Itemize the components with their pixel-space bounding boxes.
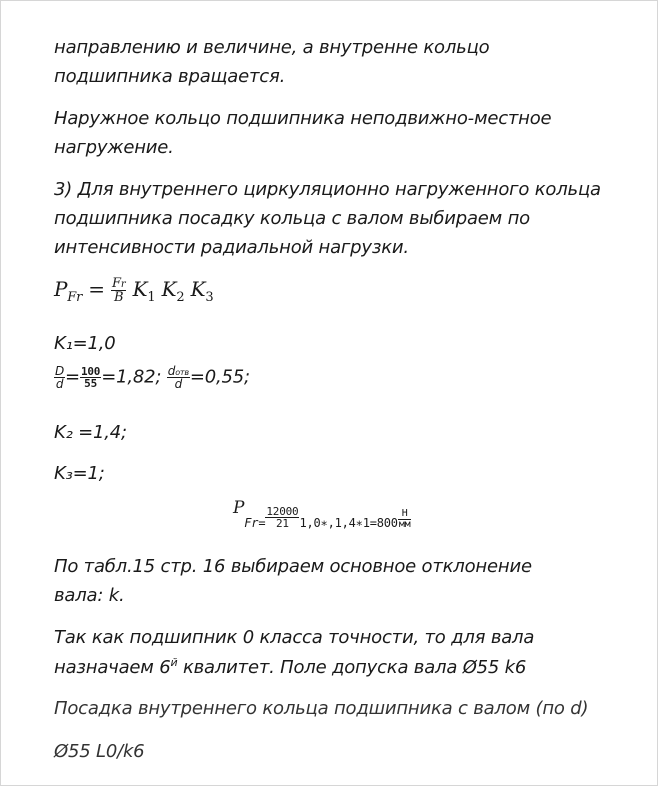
formula-operator: =	[258, 516, 266, 530]
fraction-numerator: F	[112, 276, 121, 291]
ratio-result-2: =0,55;	[189, 366, 250, 388]
formula-fraction	[111, 277, 126, 304]
fraction-numerator-sub: r	[120, 279, 126, 290]
formula-symbol: K	[161, 277, 177, 301]
fraction-numerator: D	[55, 364, 65, 378]
paragraph-line: Ø55 L0/k6	[54, 741, 145, 762]
paragraph-line: Так как подшипник 0 класса точности, то для вала	[54, 627, 535, 648]
formula-operator: =	[88, 277, 105, 301]
ratio-eq: =	[65, 366, 80, 388]
k2-line: K₂ =1,4;	[54, 422, 127, 443]
paragraph-line	[54, 656, 526, 678]
paragraph-line: направлению и величине, а внутренне кольцо	[54, 37, 490, 58]
unit-numerator: Н	[398, 509, 412, 520]
ratio-line	[54, 365, 250, 390]
formula-subscript: Fr	[244, 516, 259, 530]
paragraph-line: вала: k.	[54, 585, 125, 606]
formula-subscript: Fr	[67, 290, 83, 305]
fraction-numerator: d	[167, 364, 176, 378]
k3-line: K₃=1;	[54, 463, 105, 484]
fraction-numerator: 12000	[266, 505, 299, 518]
fraction-denominator: 21	[275, 517, 289, 530]
paragraph-line: нагружение.	[54, 137, 174, 158]
formula-pfr	[54, 277, 213, 305]
ratio-fraction-numbers	[80, 366, 101, 389]
fraction-denominator: d	[55, 377, 64, 391]
formula-symbol: P	[54, 277, 68, 301]
paragraph-line: подшипника вращается.	[54, 66, 286, 87]
paragraph-line: Наружное кольцо подшипника неподвижно-местное	[54, 108, 552, 129]
k1-line: K₁=1,0	[54, 333, 116, 354]
formula-rest: 1,0∗,1,4∗1=800	[299, 516, 398, 530]
formula-unit	[398, 509, 412, 530]
paragraph-line: интенсивности радиальной нагрузки.	[54, 237, 409, 258]
formula-symbol: P	[233, 498, 245, 518]
paragraph-line: подшипника посадку кольца с валом выбираем по	[54, 208, 530, 229]
text-span: назначаем 6	[54, 657, 171, 678]
fraction-numerator: 100	[80, 365, 101, 378]
paragraph-line: 3) Для внутреннего циркуляционно нагруженного кольца	[54, 179, 601, 200]
fraction-denominator: d	[174, 377, 183, 391]
formula-symbol: K	[190, 277, 206, 301]
formula-subscript: 2	[176, 290, 185, 305]
formula-pfr-result	[233, 498, 411, 530]
fraction-numerator-sub: отв	[175, 368, 189, 377]
text-span: квалитет. Поле допуска вала Ø55 k6	[177, 657, 527, 678]
ratio-fraction-dotv	[167, 365, 190, 390]
formula-fraction	[265, 506, 299, 529]
paragraph-line: Посадка внутреннего кольца подшипника с валом (по d)	[54, 698, 589, 719]
formula-symbol: K	[132, 277, 148, 301]
unit-denominator: мм	[398, 519, 411, 530]
fraction-denominator: B	[114, 290, 124, 305]
formula-subscript: 3	[205, 290, 214, 305]
ratio-fraction-dd	[54, 365, 65, 390]
superscript: й	[170, 656, 178, 669]
ratio-result-1: =1,82;	[101, 366, 162, 388]
formula-subscript: 1	[147, 290, 156, 305]
fraction-denominator: 55	[84, 377, 97, 390]
paragraph-line: По табл.15 стр. 16 выбираем основное отклонение	[54, 556, 532, 577]
